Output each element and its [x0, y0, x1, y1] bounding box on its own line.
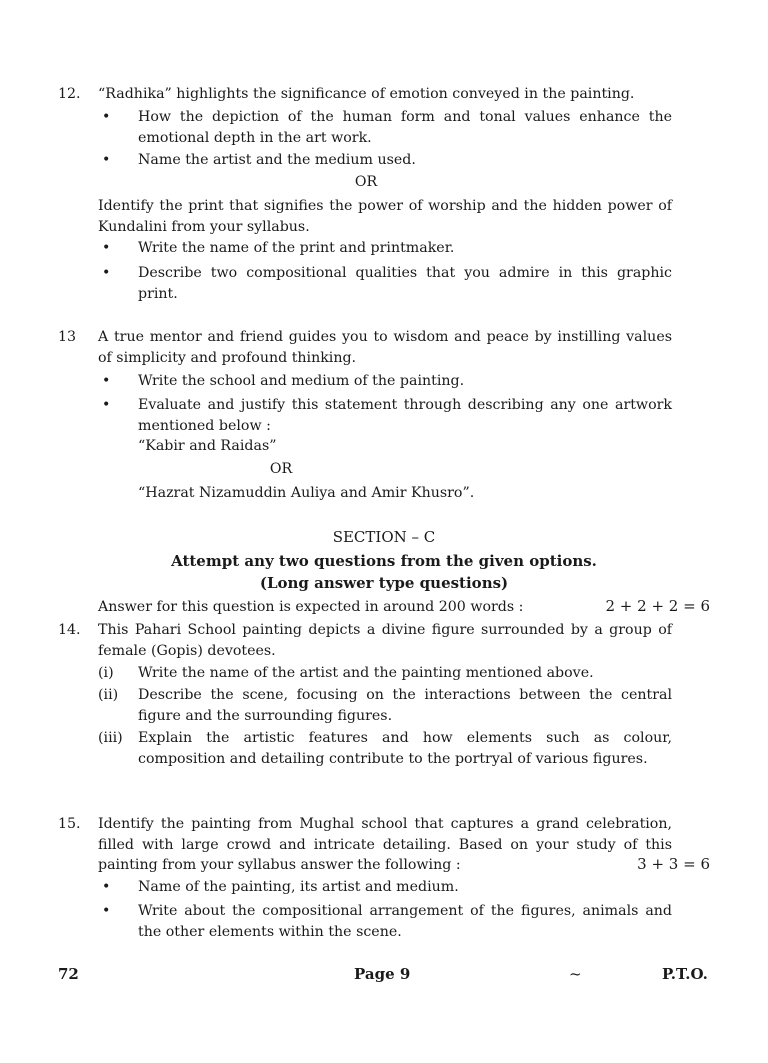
q14-item-text: Explain the artistic features and how elements such as colour, composition and detailing contribute to the portryal of various figures. — [138, 730, 672, 767]
q15-bullet-2: Write about the compositional arrangement of the figures, animals and the other elements within the scene. — [138, 903, 672, 940]
q12-alt-bullet-1: Write the name of the print and printmaker. — [138, 240, 455, 256]
q14-item-label: (ii) — [98, 687, 119, 703]
bullet-icon: • — [102, 152, 111, 168]
page-number: Page 9 — [354, 965, 411, 983]
bullet-icon: • — [102, 373, 111, 389]
q13-text: A true mentor and friend guides you to wisdom and peace by instilling values of simplicity and profound thinking. — [98, 329, 672, 366]
bullet-icon: • — [102, 240, 111, 256]
q14-text: This Pahari School painting depicts a divine figure surrounded by a group of female (Gopis) devotees. — [98, 622, 672, 659]
q13-bullet-1: Write the school and medium of the painting. — [138, 373, 465, 389]
q14-item-label: (iii) — [98, 730, 123, 746]
bullet-icon: • — [102, 879, 111, 895]
paper-code: 72 — [58, 965, 79, 983]
section-c-title: SECTION – C — [332, 528, 436, 546]
q13-option-1: “Kabir and Raidas” — [138, 438, 277, 454]
bullet-icon: • — [102, 109, 111, 125]
bullet-icon: • — [102, 397, 111, 413]
q14-item-text: Describe the scene, focusing on the interactions between the central figure and the surrounding figures. — [138, 687, 672, 724]
section-c-subtitle: Attempt any two questions from the given options. — [171, 552, 597, 570]
bullet-icon: • — [102, 265, 111, 281]
q14-number: 14. — [58, 622, 81, 638]
section-c-instruction: Answer for this question is expected in around 200 words : — [98, 599, 524, 615]
q13-or: OR — [269, 461, 293, 477]
q12-text: “Radhika” highlights the significance of emotion conveyed in the painting. — [98, 86, 635, 102]
tilde-mark: ~ — [569, 965, 582, 983]
q15-text: Identify the painting from Mughal school that captures a grand celebration, filled with large crowd and intricate detailing. Based on your study of this painting from your syllabus answer the following : — [98, 816, 672, 873]
q14-item-text: Write the name of the artist and the painting mentioned above. — [138, 665, 594, 681]
q15-marks: 3 + 3 = 6 — [637, 855, 710, 873]
q13-number: 13 — [58, 329, 77, 345]
q12-number: 12. — [58, 86, 81, 102]
q14-item-label: (i) — [98, 665, 114, 681]
q13-option-2: “Hazrat Nizamuddin Auliya and Amir Khusro”. — [138, 485, 475, 501]
q12-alt-bullet-2: Describe two compositional qualities that you admire in this graphic print. — [138, 265, 672, 302]
q13-bullet-2: Evaluate and justify this statement through describing any one artwork mentioned below : — [138, 397, 672, 434]
q12-bullet-1: How the depiction of the human form and tonal values enhance the emotional depth in the art work. — [138, 109, 672, 146]
q12-alt-text: Identify the print that signifies the power of worship and the hidden power of Kundalini from your syllabus. — [98, 198, 672, 235]
pto-label: P.T.O. — [662, 965, 708, 983]
section-c-subtitle-2: (Long answer type questions) — [259, 574, 509, 592]
q12-bullet-2: Name the artist and the medium used. — [138, 152, 416, 168]
q12-or: OR — [354, 174, 378, 190]
bullet-icon: • — [102, 903, 111, 919]
q15-number: 15. — [58, 816, 81, 832]
section-c-marks: 2 + 2 + 2 = 6 — [605, 597, 710, 615]
q15-bullet-1: Name of the painting, its artist and medium. — [138, 879, 459, 895]
